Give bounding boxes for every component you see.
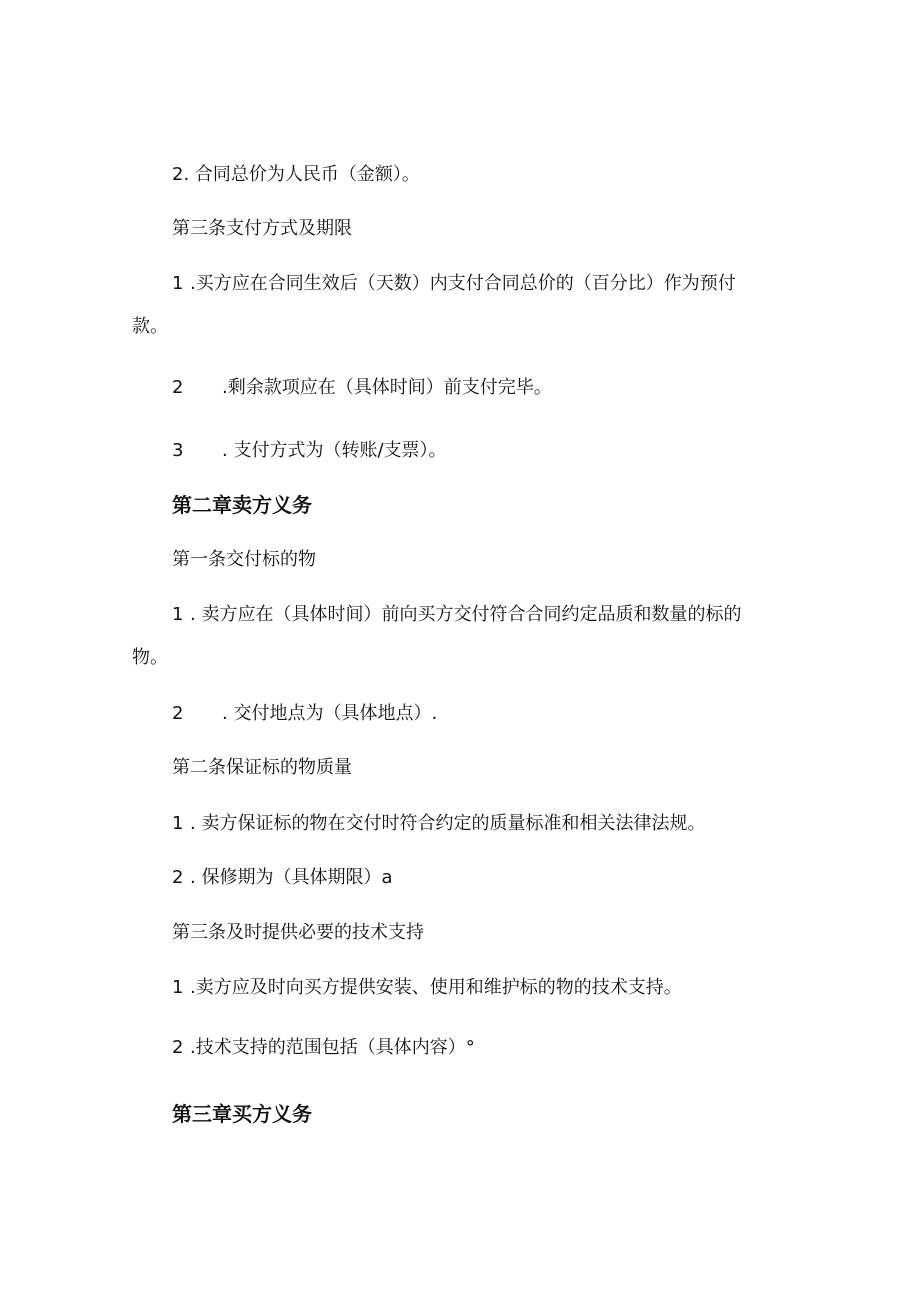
clause-total-price: 2. 合同总价为人民币（金额）。 bbox=[172, 164, 420, 185]
item-number: 2 bbox=[172, 703, 184, 724]
clause-quality-guarantee: . 卖方保证标的物在交付时符合约定的质量标准和相关法律法规。 bbox=[190, 813, 706, 834]
article-2-quality-heading: 第二条保证标的物质量 bbox=[172, 757, 352, 778]
chapter-2-seller-obligations-heading: 第二章卖方义务 bbox=[172, 493, 312, 517]
item-number: 1 bbox=[172, 604, 184, 625]
item-number: 1 bbox=[172, 813, 184, 834]
clause-delivery-place: . 交付地点为（具体地点）. bbox=[222, 703, 438, 724]
clause-tech-support: .卖方应及时向买方提供安装、使用和维护标的物的技术支持。 bbox=[190, 977, 682, 998]
item-number: 1 bbox=[172, 273, 184, 294]
clause-delivery-time-continued: 物。 bbox=[132, 647, 168, 668]
item-number: 1 bbox=[172, 977, 184, 998]
article-1-delivery-heading: 第一条交付标的物 bbox=[172, 549, 316, 570]
clause-payment-method: . 支付方式为（转账/支票）。 bbox=[222, 440, 447, 461]
clause-warranty-period: . 保修期为（具体期限）a bbox=[190, 867, 393, 888]
clause-advance-payment: .买方应在合同生效后（天数）内支付合同总价的（百分比）作为预付 bbox=[190, 273, 736, 294]
clause-remaining-payment: .剩余款项应在（具体时间）前支付完毕。 bbox=[222, 377, 552, 398]
clause-delivery-time: . 卖方应在（具体时间）前向买方交付符合合同约定品质和数量的标的 bbox=[190, 604, 742, 625]
item-number: 2 bbox=[172, 867, 184, 888]
clause-tech-support-scope: .技术支持的范围包括（具体内容）° bbox=[190, 1037, 475, 1058]
item-number: 2 bbox=[172, 377, 184, 398]
article-3-payment-heading: 第三条支付方式及期限 bbox=[172, 218, 352, 239]
chapter-3-buyer-obligations-heading: 第三章买方义务 bbox=[172, 1102, 312, 1126]
article-3-tech-support-heading: 第三条及时提供必要的技术支持 bbox=[172, 922, 424, 943]
item-number: 3 bbox=[172, 440, 184, 461]
clause-advance-payment-continued: 款。 bbox=[132, 316, 168, 337]
item-number: 2 bbox=[172, 1037, 184, 1058]
